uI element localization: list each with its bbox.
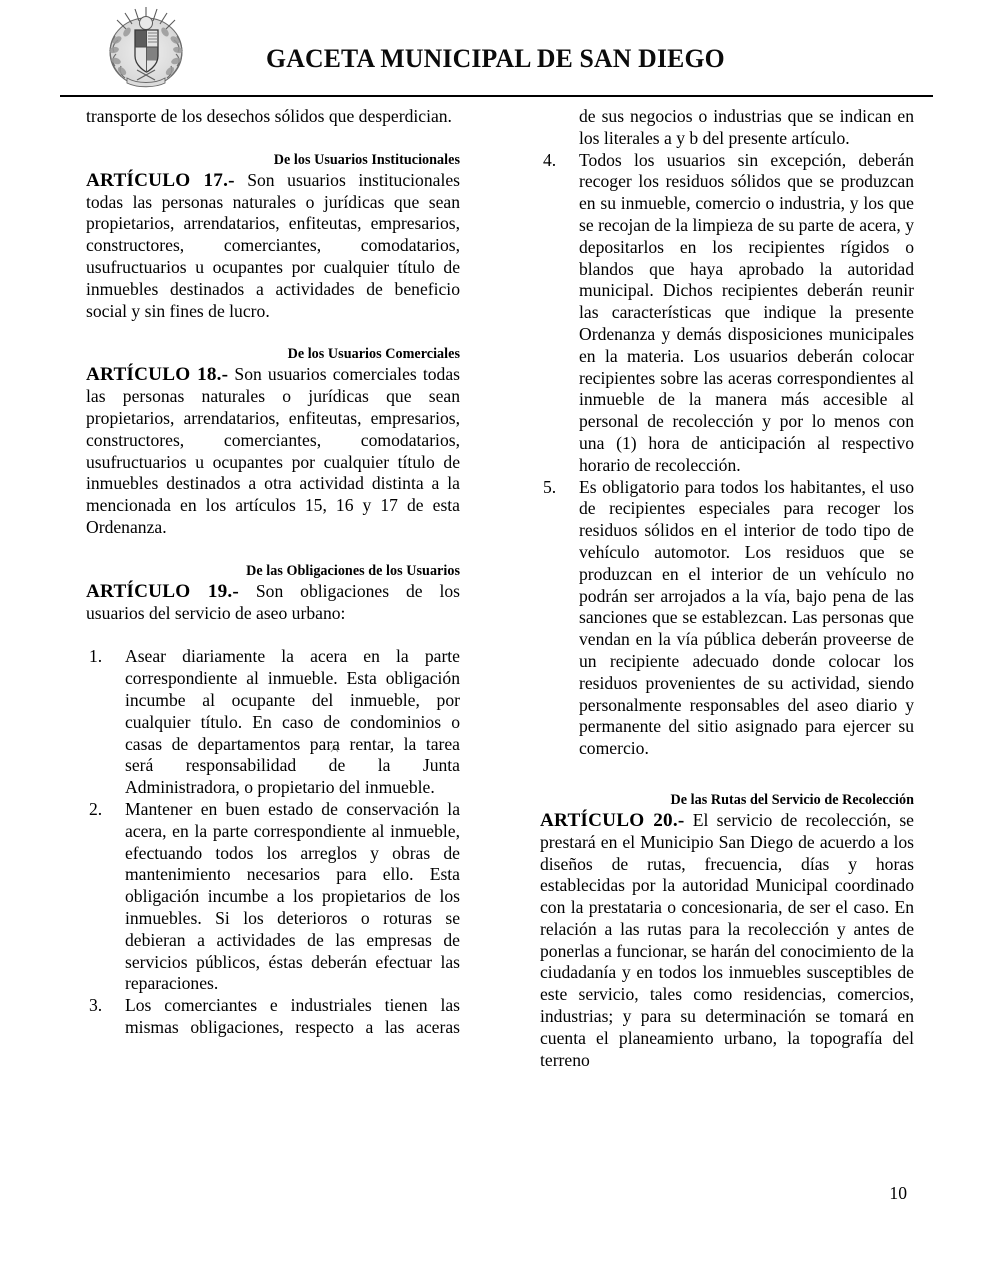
obligations-list-right [540, 150, 914, 760]
article-17-label: ARTÍCULO 17.- [86, 169, 235, 191]
left-column [86, 106, 460, 1039]
article-20-label: ARTÍCULO 20.- [540, 809, 685, 831]
list-item [540, 150, 914, 477]
section-heading-usuarios-comerciales: De los Usuarios Comerciales [287, 345, 460, 363]
list-item [86, 646, 460, 799]
page-header [0, 0, 990, 96]
section-heading-rutas-servicio-recoleccion: De las Rutas del Servicio de Recolección [670, 790, 914, 808]
article-17-paragraph [86, 170, 460, 323]
article-18-text: Son usuarios comerciales todas las personas naturales o jurídicas que sean propietarios, arrendatarios, enfiteutas, empresarios, constructores, comerciantes, comodatarios, usufructuarios u ocupantes por cualquier título de inmuebles destinados a otra actividad distinta a la mencionada en los artículos 15, 16 y 17 de esta Ordenanza. [86, 364, 460, 537]
section-heading-usuarios-institucionales: De los Usuarios Institucionales [273, 150, 460, 168]
list-item-marker: 1. [89, 646, 103, 667]
header-divider [60, 95, 933, 97]
list-item-text: Mantener en buen estado de conservación la acera, en la parte correspondiente al inmueble, efectuando todos los arreglos y obras de mantenimiento necesarios para ello. Esta obligación incumbe a los propietarios de los inmuebles. Si los deterioros o roturas se debieran a actividades de las empresas de servicios públicos, éstas deberán efectuar las reparaciones. [125, 798, 460, 994]
right-column [540, 106, 914, 1071]
list-item-marker: 2. [89, 798, 103, 819]
obligations-list-left [86, 646, 460, 1038]
page-title: GACETA MUNICIPAL DE SAN DIEGO [266, 43, 725, 73]
article-20-paragraph [540, 810, 914, 1072]
list-item-text: Es obligatorio para todos los habitantes, el uso de recipientes especiales para recoger los residuos sólidos en el interior de todo tipo de vehículo automotor. Los residuos que se produzcan en el interior de un vehículo no podrán ser arrojados a la vía, bajo pena de las sanciones que se establezcan. Las personas que vendan en la vía pública deberán proveerse de un recipiente adecuado donde colocar los residuos provenientes de su actividad, siendo personalmente responsables del aseo diario y permanente del sitio asignado para ejercer su comercio. [579, 476, 914, 759]
continued-paragraph: transporte de los desechos sólidos que desperdician. [86, 106, 452, 126]
article-19-label: ARTÍCULO 19.- [86, 580, 239, 602]
section-heading-obligaciones-usuarios: De las Obligaciones de los Usuarios [246, 561, 460, 579]
continued-list-item-text: de sus negocios o industrias que se indican en los literales a y b del presente artículo. [579, 106, 914, 148]
article-19-text: Son obligaciones de los usuarios del servicio de aseo urbano: [86, 580, 460, 623]
article-17-text: Son usuarios institucionales todas las personas naturales o jurídicas que sean propietarios, arrendatarios, enfiteutas, empresarios, constructores, comerciantes, comodatarios, usufructuarios u ocupantes por cualquier título de inmuebles destinados a actividades de beneficio social y sin fines de lucro. [86, 169, 460, 321]
list-item-marker: 5. [543, 476, 557, 497]
list-item-marker: 3. [89, 995, 103, 1016]
page-number: 10 [889, 1183, 907, 1203]
list-item-text: Todos los usuarios sin excepción, deberán recoger los residuos sólidos que se produzcan en su inmueble, comercio o industria, y los que se recojan de la limpieza de su parte de acera, y depositarlos en los recipientes rígidos o blandos que haya aprobado la autoridad municipal. Dichos recipientes deberán reunir las características que indique la presente Ordenanza y demás disposiciones municipales en la materia. Los usuarios deberán colocar recipientes sobre las aceras correspondientes al inmueble de la manera más accesible al personal de recolección y por lo menos con una (1) hora de anticipación al respectivo horario de recolección. [579, 149, 914, 475]
article-18-label: ARTÍCULO 18.- [86, 364, 229, 386]
article-19-paragraph [86, 581, 460, 625]
article-18-paragraph [86, 364, 460, 538]
list-item [86, 799, 460, 995]
coat-of-arms-icon [101, 4, 191, 92]
list-item-marker: 4. [543, 149, 557, 170]
list-item [540, 477, 914, 760]
article-20-text: El servicio de recolección, se prestará en el Municipio San Diego de acuerdo a los diseños de rutas, frecuencia, días y horas establecidas por la autoridad Municipal coordinado con la prestataria o concesionaria, de ser el caso. En relación a las rutas para la recolección y antes de ponerlas a funcionar, se harán del conocimiento de la ciudadanía y en todos los inmuebles susceptibles de este servicio, tales como residencias, comercios, industrias; y para su determinación se tomará en cuenta el planeamiento urbano, la topografía del terreno [540, 809, 914, 1070]
list-item-text: Los comerciantes e industriales tienen las mismas obligaciones, respecto a las aceras [125, 995, 460, 1037]
document-body [0, 106, 990, 1216]
list-item [86, 995, 460, 1039]
list-item-text: Asear diariamente la acera en la parte correspondiente al inmueble. Esta obligación incumbe al ocupante del inmueble, por cualquier título. En caso de condominios o casas de departamentos para rentar, la tarea será responsabilidad de la Junta Administradora, o propietario del inmueble. [125, 646, 460, 798]
